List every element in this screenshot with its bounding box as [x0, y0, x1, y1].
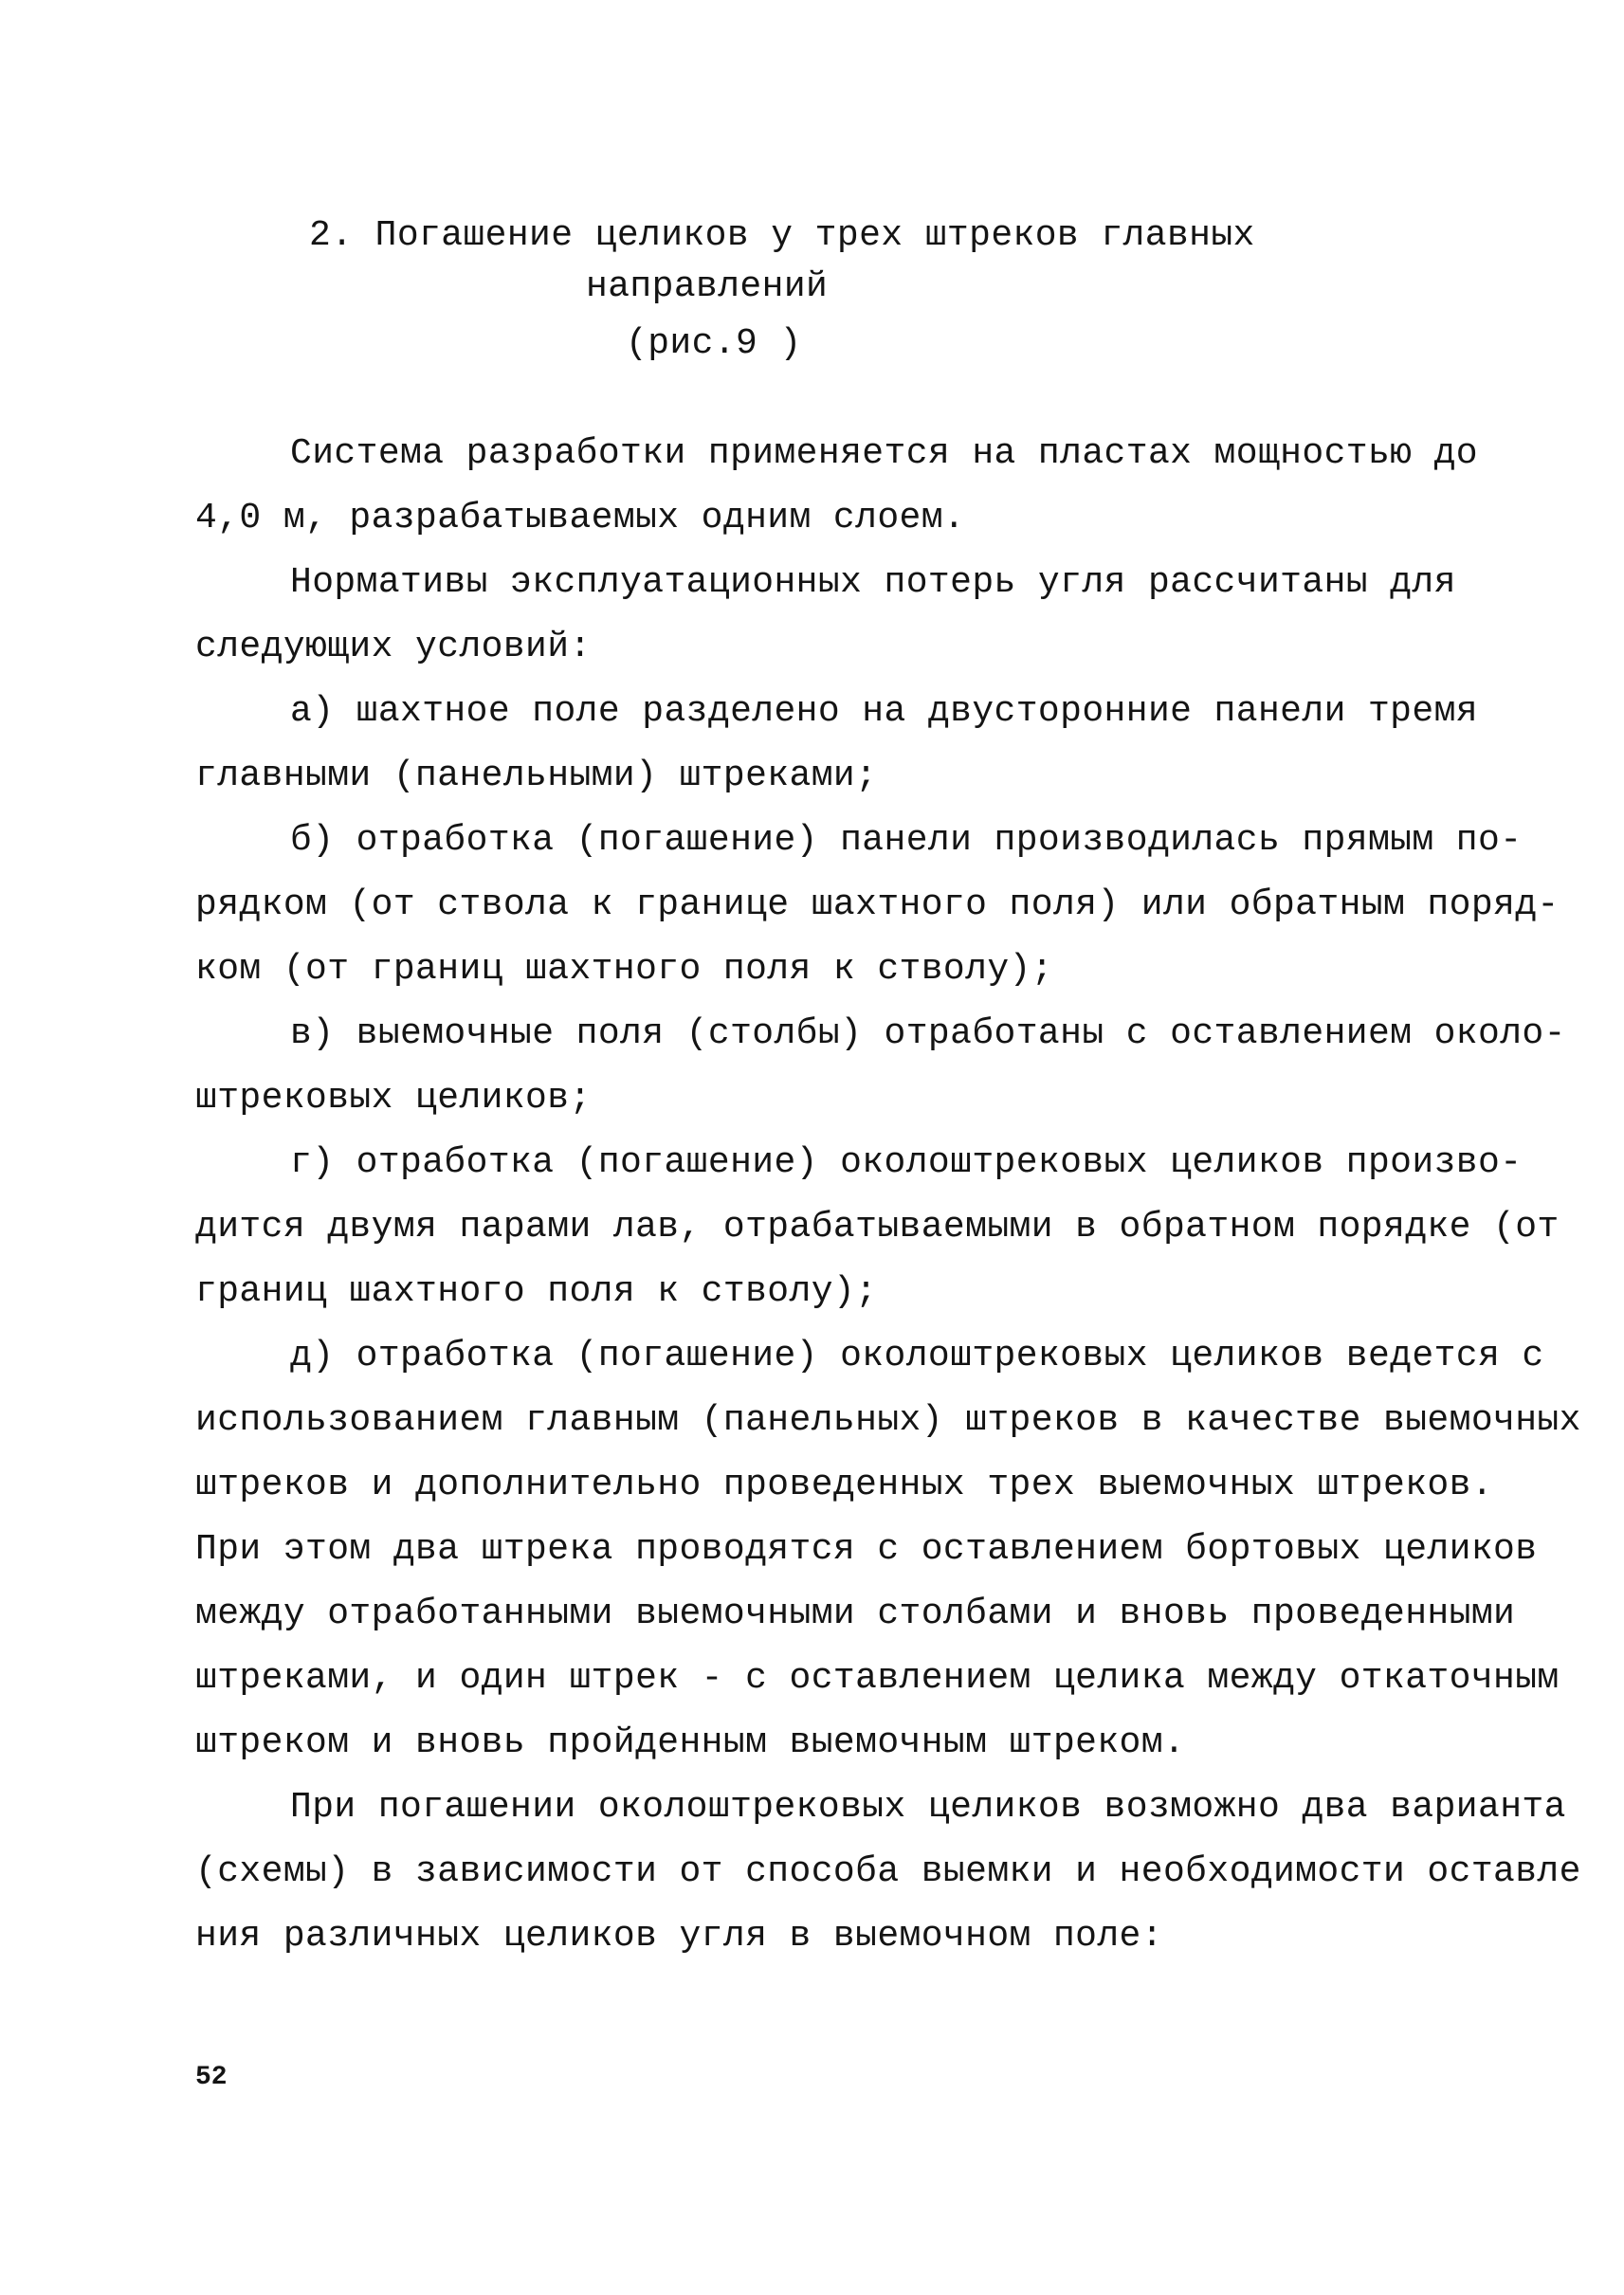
list-item-d-cont: использованием главным (панельных) штреков в качестве выемочных [195, 1400, 1581, 1441]
section-heading-line-1: 2. Погашение целиков у трех штреков главных [309, 215, 1255, 256]
list-item-v-cont: штрековых целиков; [195, 1078, 592, 1119]
list-item-d: д) отработка (погашение) околоштрековых целиков ведется с [290, 1336, 1544, 1376]
list-item-a-cont: главными (панельными) штреками; [195, 756, 878, 796]
paragraph-line: Нормативы эксплуатационных потерь угля рассчитаны для [290, 562, 1456, 603]
list-item-d-cont: штреком и вновь пройденным выемочным штреком. [195, 1722, 1186, 1763]
page-number: 52 [195, 2063, 228, 2092]
list-item-g: г) отработка (погашение) околоштрековых целиков произво- [290, 1142, 1523, 1183]
list-item-d-cont: штреков и дополнительно проведенных трех выемочных штреков. [195, 1465, 1494, 1505]
section-heading-line-2: направлений [586, 266, 829, 307]
paragraph-line: При погашении околоштрековых целиков возможно два варианта [290, 1787, 1566, 1828]
list-item-b: б) отработка (погашение) панели производилась прямым по- [290, 820, 1523, 861]
list-item-d-cont: При этом два штрека проводятся с оставлением бортовых целиков [195, 1529, 1538, 1570]
paragraph-line: следующих условий: [195, 627, 592, 667]
list-item-v: в) выемочные поля (столбы) отработаны с оставлением около- [290, 1013, 1566, 1054]
paragraph-line: 4,0 м, разрабатываемых одним слоем. [195, 498, 966, 538]
list-item-b-cont: ком (от границ шахтного поля к стволу); [195, 949, 1053, 990]
paragraph-line: (схемы) в зависимости от способа выемки и необходимости оставле [195, 1851, 1581, 1892]
list-item-d-cont: штреками, и один штрек - с оставлением целика между откаточным [195, 1658, 1560, 1699]
list-item-d-cont: между отработанными выемочными столбами и вновь проведенными [195, 1594, 1516, 1634]
figure-reference: (рис.9 ) [626, 323, 802, 364]
list-item-a: а) шахтное поле разделено на двусторонние панели тремя [290, 691, 1478, 732]
list-item-g-cont: границ шахтного поля к стволу); [195, 1271, 878, 1312]
list-item-b-cont: рядком (от ствола к границе шахтного поля) или обратным поряд- [195, 884, 1560, 925]
paragraph-line: Система разработки применяется на пластах мощностью до [290, 433, 1478, 474]
paragraph-line: ния различных целиков угля в выемочном поле: [195, 1916, 1163, 1957]
list-item-g-cont: дится двумя парами лав, отрабатываемыми в обратном порядке (от [195, 1207, 1560, 1248]
